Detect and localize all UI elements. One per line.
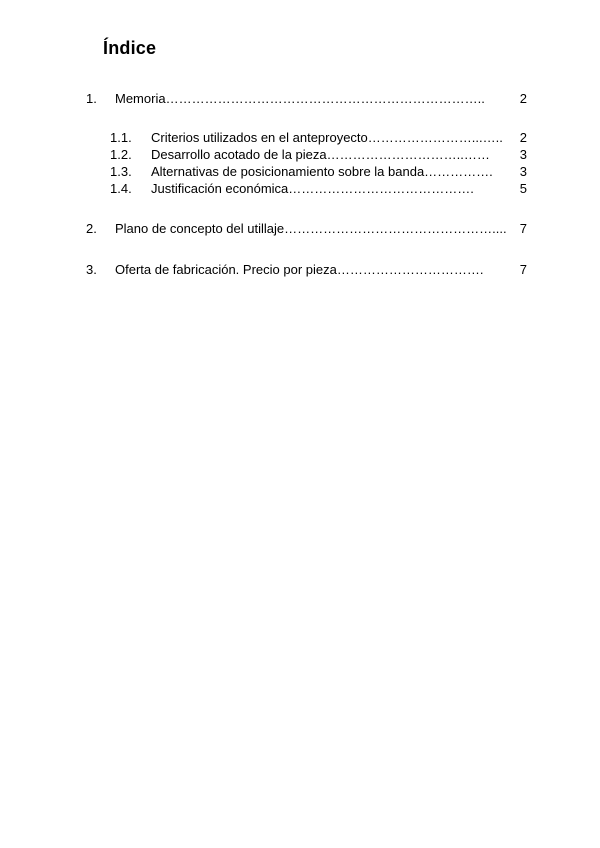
page-title: Índice <box>103 38 157 58</box>
toc-leader-dots: ………………………………………….... <box>284 221 507 236</box>
toc-subentry-text: Criterios utilizados en el anteproyecto <box>151 130 368 145</box>
toc-subentry-number: 1.1. <box>110 130 132 145</box>
toc-subentry-text: Desarrollo acotado de la pieza <box>151 147 327 162</box>
toc-subentry-page: 5 <box>519 181 527 196</box>
toc-subentry-criterios <box>110 130 527 146</box>
toc-entry-text: Plano de concepto del utillaje <box>115 221 285 236</box>
toc-subentry-page: 2 <box>519 130 527 145</box>
toc-subentry-number: 1.3. <box>110 164 132 179</box>
toc-subentry-number: 1.2. <box>110 147 132 162</box>
toc-subentry-text: Alternativas de posicionamiento sobre la banda <box>151 164 425 179</box>
toc-entry-number: 1. <box>86 91 97 106</box>
toc-leader-dots: ……………. <box>424 164 493 179</box>
toc-entry-page: 7 <box>519 221 527 236</box>
toc-leader-dots: ……………………………………. <box>288 181 474 196</box>
toc-entry-text: Oferta de fabricación. Precio por pieza <box>115 262 337 277</box>
toc-entry-number: 3. <box>86 262 97 277</box>
toc-leader-dots: ……………………...….. <box>367 130 503 145</box>
toc-subentry-text: Justificación económica <box>151 181 289 196</box>
toc-entry-number: 2. <box>86 221 97 236</box>
toc-entry-text: Memoria <box>115 91 166 106</box>
toc-subentry-justificacion <box>110 181 527 197</box>
toc-subentry-page: 3 <box>519 164 527 179</box>
toc-entry-memoria <box>86 91 527 107</box>
toc-subentry-page: 3 <box>519 147 527 162</box>
toc-leader-dots: ……………………………. <box>336 262 484 277</box>
toc-entry-plano <box>86 221 527 237</box>
toc-entry-page: 7 <box>519 262 527 277</box>
toc-leader-dots: …………………………..…… <box>326 147 490 162</box>
toc-subentry-alternativas <box>110 164 527 180</box>
toc-subentry-number: 1.4. <box>110 181 132 196</box>
toc-subentry-desarrollo <box>110 147 527 163</box>
toc-leader-dots: ……………………………………………………………….. <box>165 91 485 106</box>
toc-entry-page: 2 <box>519 91 527 106</box>
toc-entry-oferta <box>86 262 527 278</box>
